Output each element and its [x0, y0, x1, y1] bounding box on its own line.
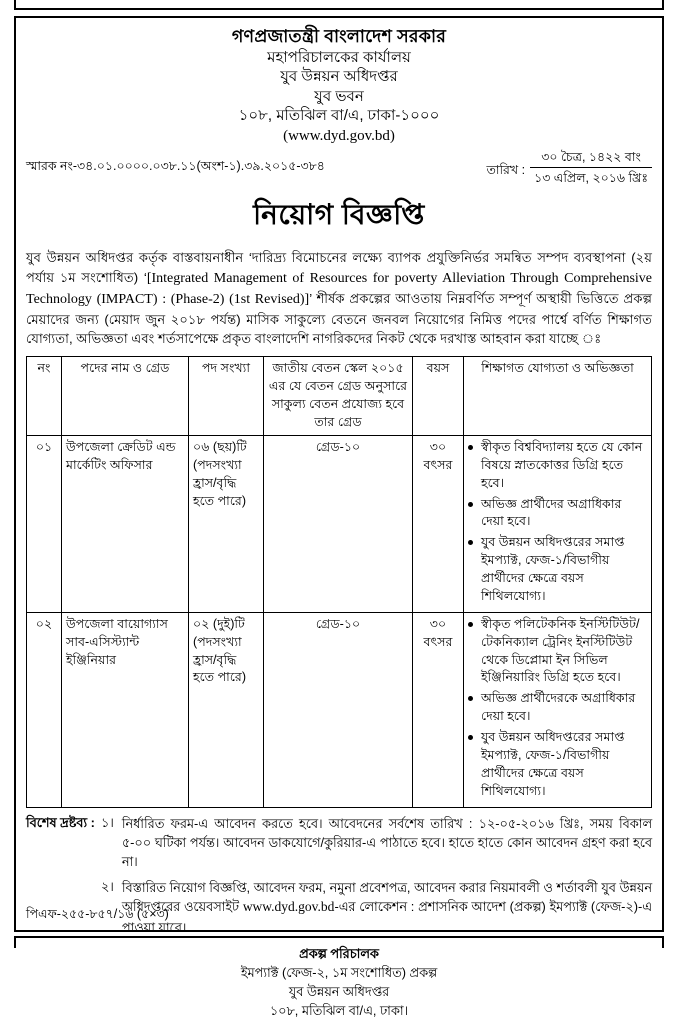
- special-note-label: বিশেষ দ্রষ্টব্য :: [26, 814, 95, 830]
- table-head: [27, 357, 652, 436]
- date-english: ১৩ এপ্রিল, ২০১৬ খ্রিঃ: [534, 171, 648, 186]
- intro-project-latin: [Integrated Management of Resources for poverty Alleviation Through Comprehensive Technology (IMPACT) : (Phase-2) (1st Revised)]: [26, 270, 652, 307]
- page-title: নিয়োগ বিজ্ঞপ্তি: [253, 199, 425, 231]
- row-qualifications: [464, 612, 652, 807]
- table-body: [27, 435, 652, 807]
- col-header-pay-grade: জাতীয় বেতন স্কেল ২০১৫ এর যে বেতন গ্রেড অনুসারে সাকুল্য বেতন প্রযোজ্য হবে তার গ্রেড: [264, 357, 413, 436]
- intro-paragraph: [26, 248, 652, 348]
- signatory-address: ১০৮, মতিঝিল বা/এ, ঢাকা।: [269, 1003, 409, 1019]
- letterhead: [26, 26, 652, 146]
- date-label: তারিখ :: [486, 162, 526, 177]
- row-vacancies: ০৬ (ছয়)টি (পদসংখ্যা হ্রাস/বৃদ্ধি হতে পারে): [189, 435, 264, 612]
- address-line: ১০৮, মতিঝিল বা/এ, ঢাকা-১০০০: [238, 107, 440, 125]
- row-post-name: উপজেলা ক্রেডিট এন্ড মার্কেটিং অফিসার: [62, 435, 189, 612]
- date-block: [486, 148, 652, 187]
- office-name: মহাপরিচালকের কার্যালয়: [267, 48, 411, 66]
- list-item: যুব উন্নয়ন অধিদপ্তরের সমাপ্ত ইমপ্যাক্ট, ফেজ-১/বিভাগীয় প্রার্থীদের ক্ষেত্রে বয়স শিথিলযোগ্য।: [468, 534, 647, 606]
- row-pay-grade: গ্রেড-১০: [264, 435, 413, 612]
- signatory-title: প্রকল্প পরিচালক: [299, 945, 379, 961]
- notice-frame: [14, 16, 664, 1019]
- vacancy-table: [26, 356, 652, 807]
- memo-number: স্মারক নং-৩৪.০১.০০০০.০৩৮.১১(অংশ-১).৩৯.২০১৫-৩৮৪: [26, 159, 325, 174]
- date-bangla: ৩০ চৈত্র, ১৪২২ বাং: [530, 148, 652, 168]
- top-frame-sliver: [14, 0, 664, 10]
- memo-date-row: [26, 148, 652, 187]
- table-row: [27, 612, 652, 807]
- department-name: যুব উন্নয়ন অধিদপ্তর: [280, 68, 398, 86]
- website-url-link[interactable]: www.dyd.gov.bd: [242, 899, 335, 915]
- col-header-age: বয়স: [413, 357, 464, 436]
- row-post-name: উপজেলা বায়োগ্যাস সাব-এসিস্ট্যান্ট ইঞ্জিনিয়ার: [62, 612, 189, 807]
- signatory-department: যুব উন্নয়ন অধিদপ্তর: [288, 984, 390, 1000]
- date-values: [530, 148, 652, 187]
- list-item: স্বীকৃত পলিটেকনিক ইনস্টিটিউট/টেকনিক্যাল ট্রেনিং ইনস্টিটিউট থেকে ডিপ্লোমা ইন সিভিল ইঞ্জিনিয়ারিং ডিগ্রি হতে হবে।: [468, 616, 647, 688]
- intro-part1: যুব উন্নয়ন অধিদপ্তর কর্তৃক বাস্তবায়নাধীন ‘দারিদ্র্য বিমোচনের লক্ষ্যে ব্যাপক প্রযুক্তিনির্ভর সমন্বিত সম্পদ ব্যবস্থাপনা (২য় পর্যায় ১ম সংশোধিত) ‘: [26, 250, 652, 285]
- intro-part2: ’ শীর্ষক প্রকল্পের আওতায় নিম্নবর্ণিত সম্পূর্ণ অস্থায়ী ভিত্তিতে প্রকল্প মেয়াদের জন্য (মেয়াদ জুন ২০১৮ পর্যন্ত) মাসিক সাকুল্যে বেতনে জনবল নিয়োগের নিমিত্ত পদের পার্শ্বে বর্ণিত শিক্ষাগত যোগ্যতা, অভিজ্ঞতা এবং শর্তসাপেক্ষে প্রকৃত বাংলাদেশি নাগরিকদের নিকট থেকে দরখাস্ত আহবান করা যাচ্ছে ঃ: [26, 290, 652, 347]
- signatory-project: ইমপ্যাক্ট (ফেজ-২, ১ম সংশোধিত) প্রকল্প: [240, 964, 438, 980]
- list-item: যুব উন্নয়ন অধিদপ্তরের সমাপ্ত ইমপ্যাক্ট, ফেজ-১/বিভাগীয় প্রার্থীদের ক্ষেত্রে বয়স শিথিলযোগ্য।: [468, 729, 647, 801]
- signature-block: [26, 944, 652, 1020]
- list-item: অভিজ্ঞ প্রার্থীদের অগ্রাধিকার দেয়া হবে।: [468, 496, 647, 532]
- note-index-2: ২।: [100, 879, 114, 895]
- row-age: ৩০ বৎসর: [413, 435, 464, 612]
- qualification-list: [468, 439, 647, 606]
- building-name: যুব ভবন: [314, 87, 364, 105]
- row-qualifications: [464, 435, 652, 612]
- col-header-no: নং: [27, 357, 62, 436]
- government-name: গণপ্রজাতন্ত্রী বাংলাদেশ সরকার: [231, 26, 447, 46]
- qualification-list: [468, 616, 647, 801]
- reference-code: পিএফ-২৫৫-৮৫৭/১৬ (৫×৩): [26, 907, 169, 921]
- col-header-post: পদের নাম ও গ্রেড: [62, 357, 189, 436]
- website-line: (www.dyd.gov.bd): [283, 127, 395, 144]
- col-header-vacancies: পদ সংখ্যা: [189, 357, 264, 436]
- row-pay-grade: গ্রেড-১০: [264, 612, 413, 807]
- list-item: অভিজ্ঞ প্রার্থীদেরকে অগ্রাধিকার দেয়া হবে।: [468, 690, 647, 726]
- note-text-2: [122, 878, 652, 937]
- note-item-1: [26, 814, 652, 872]
- table-row: [27, 435, 652, 612]
- row-age: ৩০ বৎসর: [413, 612, 464, 807]
- note-text-2-before: বিস্তারিত নিয়োগ বিজ্ঞপ্তি, আবেদন ফরম, নমুনা প্রবেশপত্র, আবেদন করার নিয়মাবলী ও শর্তাবলী যুব উন্নয়ন অধিদপ্তরের ওয়েবসাইট: [121, 880, 652, 915]
- row-no: ০২: [27, 612, 62, 807]
- note-text-1: নির্ধারিত ফরম-এ আবেদন করতে হবে। আবেদনের সর্বশেষ তারিখ : ১২-০৫-২০১৬ খ্রিঃ, সময় বিকাল ৫-০০ ঘটিকা পর্যন্ত। আবেদন ডাকযোগে/কুরিয়ার-এ পাঠাতে হবে। হাতে হাতে কোন আবেদন গ্রহণ করা হবে না।: [121, 815, 652, 869]
- list-item: স্বীকৃত বিশ্ববিদ্যালয় হতে যে কোন বিষয়ে স্নাতকোত্তর ডিগ্রি হতে হবে।: [468, 439, 647, 493]
- note-index-1: ১।: [100, 814, 114, 830]
- row-no: ০১: [27, 435, 62, 612]
- table-header-row: [27, 357, 652, 436]
- row-vacancies: ০২ (দুই)টি (পদসংখ্যা হ্রাস/বৃদ্ধি হতে পারে): [189, 612, 264, 807]
- col-header-qualifications: শিক্ষাগত যোগ্যতা ও অভিজ্ঞতা: [464, 357, 652, 436]
- note-text-2-after: -এর লোকেশন : প্রশাসনিক আদেশ (প্রকল্প) ইমপ্যাক্ট (ফেজ-২)-এ পাওয়া যাবে।: [121, 899, 652, 935]
